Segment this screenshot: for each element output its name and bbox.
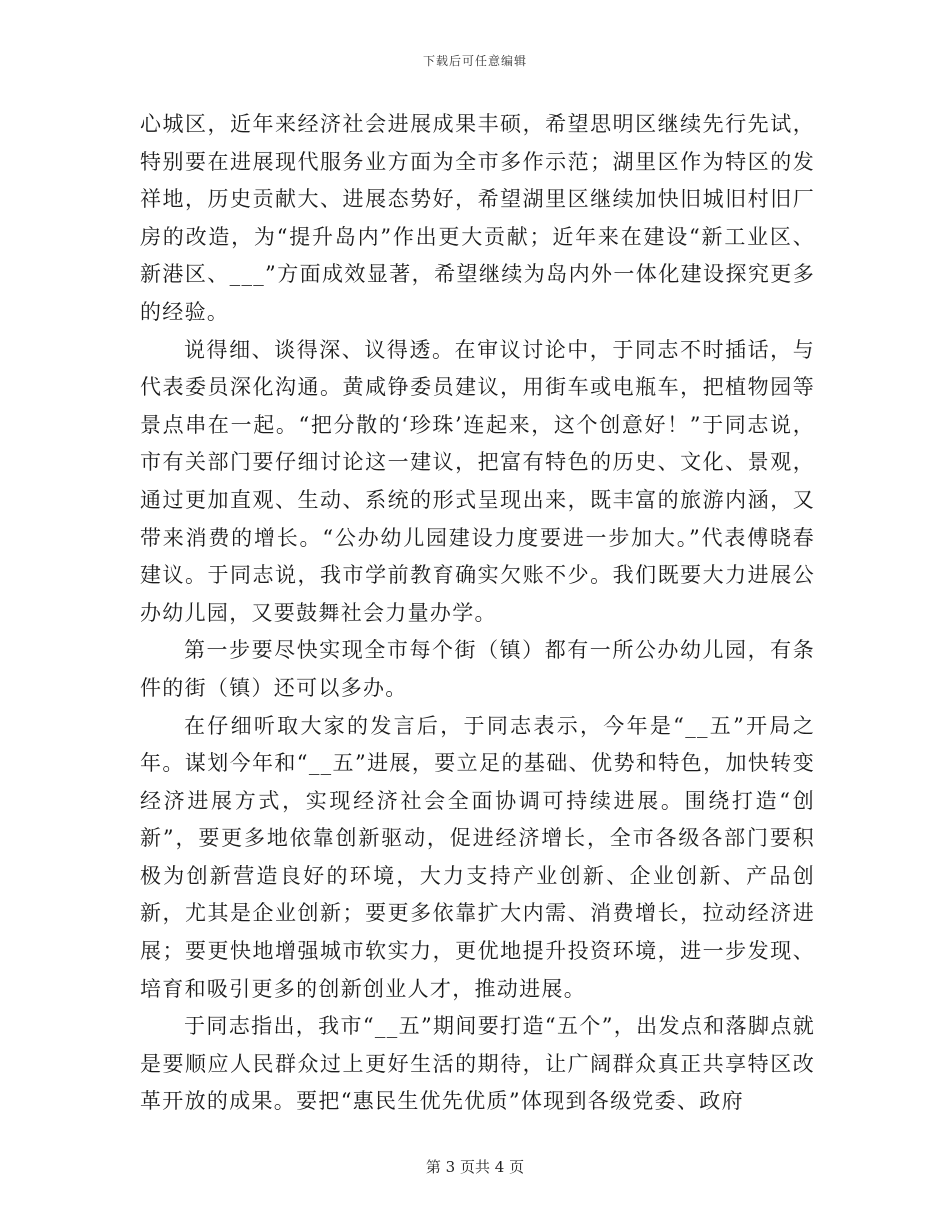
paragraph-5: 于同志指出，我市“__五”期间要打造“五个”，出发点和落脚点就是要顺应人民群众过上更好生活的期待，让广阔群众真正共享特区改革开放的成果。要把“惠民生优先优质”体现到各级党委、政府 [140, 1014, 815, 1114]
paragraph-1: 心城区，近年来经济社会进展成果丰硕，希望思明区继续先行先试，特别要在进展现代服务业方面为全市多作示范；湖里区作为特区的发祥地，历史贡献大、进展态势好，希望湖里区继续加快旧城旧村旧厂房的改造，为“提升岛内”作出更大贡献；近年来在建设“新工业区、新港区、___”方面成效显著，希望继续为岛内外一体化建设探究更多的经验。 [140, 112, 815, 324]
document-body [140, 106, 815, 1121]
paragraph-2: 说得细、谈得深、议得透。在审议讨论中，于同志不时插话，与代表委员深化沟通。黄咸铮委员建议，用街车或电瓶车，把植物园等景点串在一起。“把分散的‘珍珠’连起来，这个创意好！”于同志说，市有关部门要仔细讨论这一建议，把富有特色的历史、文化、景观，通过更加直观、生动、系统的形式呈现出来，既丰富的旅游内涵，又带来消费的增长。“公办幼儿园建设力度要进一步加大。”代表傅晓春建议。于同志说，我市学前教育确实欠账不少。我们既要大力进展公办幼儿园，又要鼓舞社会力量办学。 [140, 337, 815, 625]
page-number: 第 3 页共 4 页 [425, 1158, 525, 1176]
paragraph-3: 第一步要尽快实现全市每个街（镇）都有一所公办幼儿园，有条件的街（镇）还可以多办。 [140, 638, 815, 700]
page-header-note: 下载后可任意编辑 [422, 54, 527, 68]
paragraph-4: 在仔细听取大家的发言后，于同志表示，今年是“__五”开局之年。谋划今年和“__五”进展，要立足的基础、优势和特色，加快转变经济进展方式，实现经济社会全面协调可持续进展。围绕打造“创新”，要更多地依靠创新驱动，促进经济增长，全市各级各部门要积极为创新营造良好的环境，大力支持产业创新、企业创新、产品创新，尤其是企业创新；要更多依靠扩大内需、消费增长，拉动经济进展；要更快地增强城市软实力，更优地提升投资环境，进一步发现、培育和吸引更多的创新创业人才，推动进展。 [140, 713, 815, 1001]
